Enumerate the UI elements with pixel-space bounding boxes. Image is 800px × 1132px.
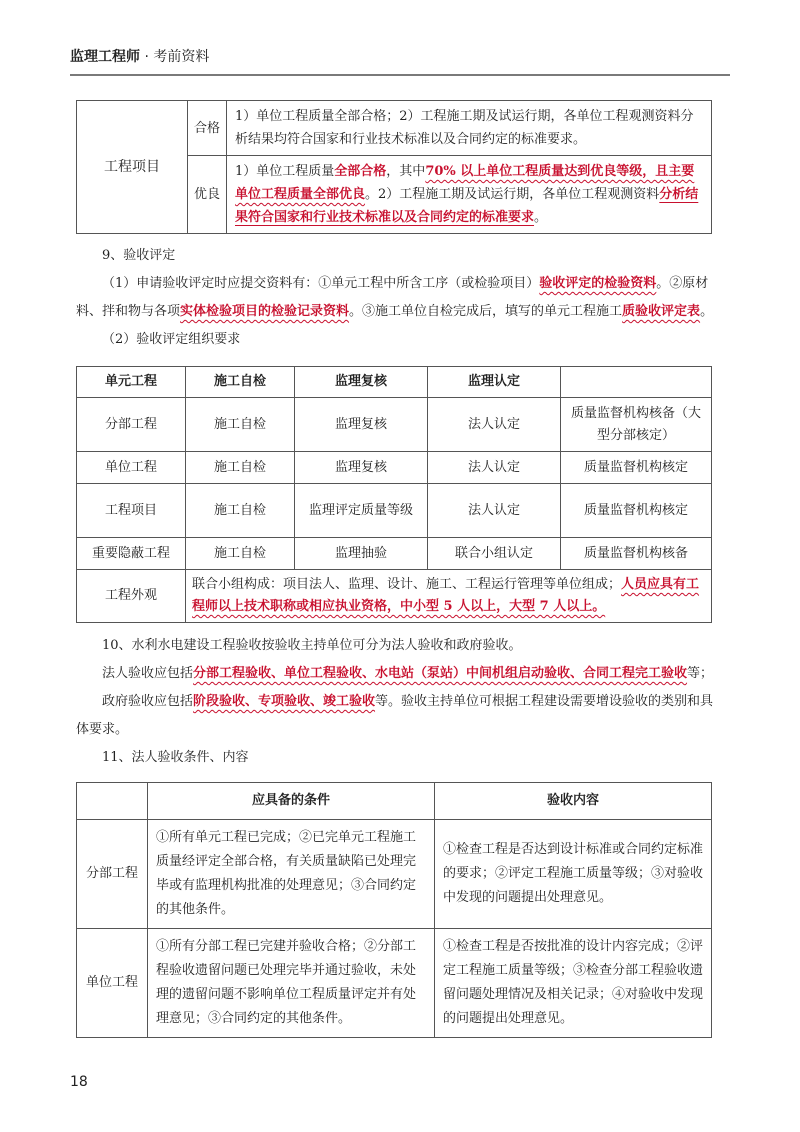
content-cell: ①检查工程是否达到设计标准或合同约定标准的要求；②评定工程施工质量等级；③对验收中发现的问题提出处理意见。 [435,820,712,929]
section-9-para-2: （2）验收评定组织要求 [102,332,241,347]
table-cell: 工程外观 [77,570,186,623]
page-number: 18 [70,1074,88,1090]
row-header: 单位工程 [77,929,148,1038]
col-header: 监理复核 [295,367,428,398]
table-row [77,570,712,623]
text-run: 等； [687,666,714,681]
table-header-row [77,367,712,398]
table-cell: 施工自检 [186,452,295,484]
appearance-text [186,570,712,623]
section-9-para-1 [76,270,716,326]
table-row [77,101,712,156]
table-cell: 质量监督机构核备（大型分部核定） [561,398,712,452]
evaluation-org-table [76,366,712,623]
table-cell: 监理复核 [295,398,428,452]
text-run: 等。验收主持单位可根据工程建设需要增设验收的类别和具体要求。 [76,694,714,737]
text-run: 。2）工程施工期及试运行期，各单位工程观测资料 [365,187,660,202]
table-cell: 法人认定 [428,452,561,484]
pass-text: 1）单位工程质量全部合格；2）工程施工期及试运行期，各单位工程观测资料分析结果均符合国家和行业技术标准以及合同约定的标准要求。 [227,101,712,156]
good-label: 优良 [188,156,227,234]
highlight: 验收评定的检验资料 [539,276,657,291]
table-cell: 质量监督机构核备 [561,538,712,570]
col-header: 监理认定 [428,367,561,398]
book-title: 监理工程师 [70,49,140,65]
page-header [70,46,209,66]
table-cell: 联合小组认定 [428,538,561,570]
table-row [77,452,712,484]
header-rule [70,74,730,76]
highlight: 质验收评定表 [622,304,701,319]
condition-cell: ①所有分部工程已完建并验收合格；②分部工程验收遗留问题已处理完毕并通过验收，未处理的遗留问题不影响单位工程质量评定并有处理意见；③合同约定的其他条件。 [148,929,435,1038]
text-run: 。②原材料、拌和物与各项 [76,276,709,319]
good-text [227,156,712,234]
col-header: 应具备的条件 [148,783,435,820]
table-cell: 施工自检 [186,538,295,570]
content-cell: ①检查工程是否按批准的设计内容完成；②评定工程施工质量等级；③检查分部工程验收遗留问题处理情况及相关记录；④对验收中发现的问题提出处理意见。 [435,929,712,1038]
col-header [561,367,712,398]
header-dot: · [140,49,154,65]
project-cell: 工程项目 [77,101,188,234]
text-run: ，其中 [386,164,426,179]
text-run: 。 [534,210,548,225]
table-cell: 施工自检 [186,484,295,538]
section-10 [76,632,716,772]
section-9-title: 9、验收评定 [102,248,176,263]
corner-cell [77,783,148,820]
table-cell: 监理抽验 [295,538,428,570]
text-run: （1）申请验收评定时应提交资料有：①单元工程中所含工序（或检验项目） [102,276,540,291]
text-run: 联合小组构成：项目法人、监理、设计、施工、工程运行管理等单位组成； [192,577,622,592]
section-10-para-1: 10、水利水电建设工程验收按验收主持单位可分为法人验收和政府验收。 [102,638,522,653]
section-10-para-2 [76,660,716,688]
highlight: 分部工程验收、单位工程验收、水电站（泵站）中间机组启动验收、合同工程完工验收 [193,666,688,681]
table-row [77,929,712,1038]
highlight: 阶段验收、专项验收、竣工验收 [193,694,376,709]
condition-cell: ①所有单元工程已完成；②已完单元工程施工质量经评定全部合格，有关质量缺陷已处理完毕或有监理机构批准的处理意见；③合同约定的其他条件。 [148,820,435,929]
table-cell: 施工自检 [186,398,295,452]
col-header: 施工自检 [186,367,295,398]
project-quality-table [76,100,712,234]
table-cell: 监理复核 [295,452,428,484]
col-header: 单元工程 [77,367,186,398]
text-run: 政府验收应包括 [102,694,194,709]
acceptance-conditions-table [76,782,712,1038]
col-header: 验收内容 [435,783,712,820]
text-run: 法人验收应包括 [102,666,194,681]
header-subtitle: 考前资料 [153,49,210,65]
pass-label: 合格 [188,101,227,156]
table-cell: 质量监督机构核定 [561,484,712,538]
table-row [77,398,712,452]
table-cell: 监理评定质量等级 [295,484,428,538]
highlight: 分析结果符合国家和行业技术标准以及合同约定的标准要求 [235,187,699,225]
section-11-title: 11、法人验收条件、内容 [102,750,249,765]
table-row [77,538,712,570]
highlight: 人员应具有工程师以上技术职称或相应执业资格，中小型 5 人以上，大型 7 人以上。 [192,577,700,614]
text-run: 1）单位工程质量 [235,164,335,179]
row-header: 分部工程 [77,820,148,929]
table-cell: 法人认定 [428,398,561,452]
highlight: 实体检验项目的检验记录资料 [180,304,350,319]
table-header-row [77,783,712,820]
text-run: 。③施工单位自检完成后，填写的单元工程施工 [349,304,623,319]
table-cell: 单位工程 [77,452,186,484]
table-cell: 质量监督机构核定 [561,452,712,484]
table-cell: 法人认定 [428,484,561,538]
table-cell: 工程项目 [77,484,186,538]
highlight: 全部合格 [334,164,387,179]
text-run: 。 [700,304,714,319]
highlight: 70% 以上单位工程质量达到优良等级，且主要单位工程质量全部优良 [235,164,695,202]
table-row [77,820,712,929]
section-9 [76,242,716,354]
section-10-para-3 [76,688,716,744]
table-cell: 重要隐蔽工程 [77,538,186,570]
table-row [77,484,712,538]
table-cell: 分部工程 [77,398,186,452]
